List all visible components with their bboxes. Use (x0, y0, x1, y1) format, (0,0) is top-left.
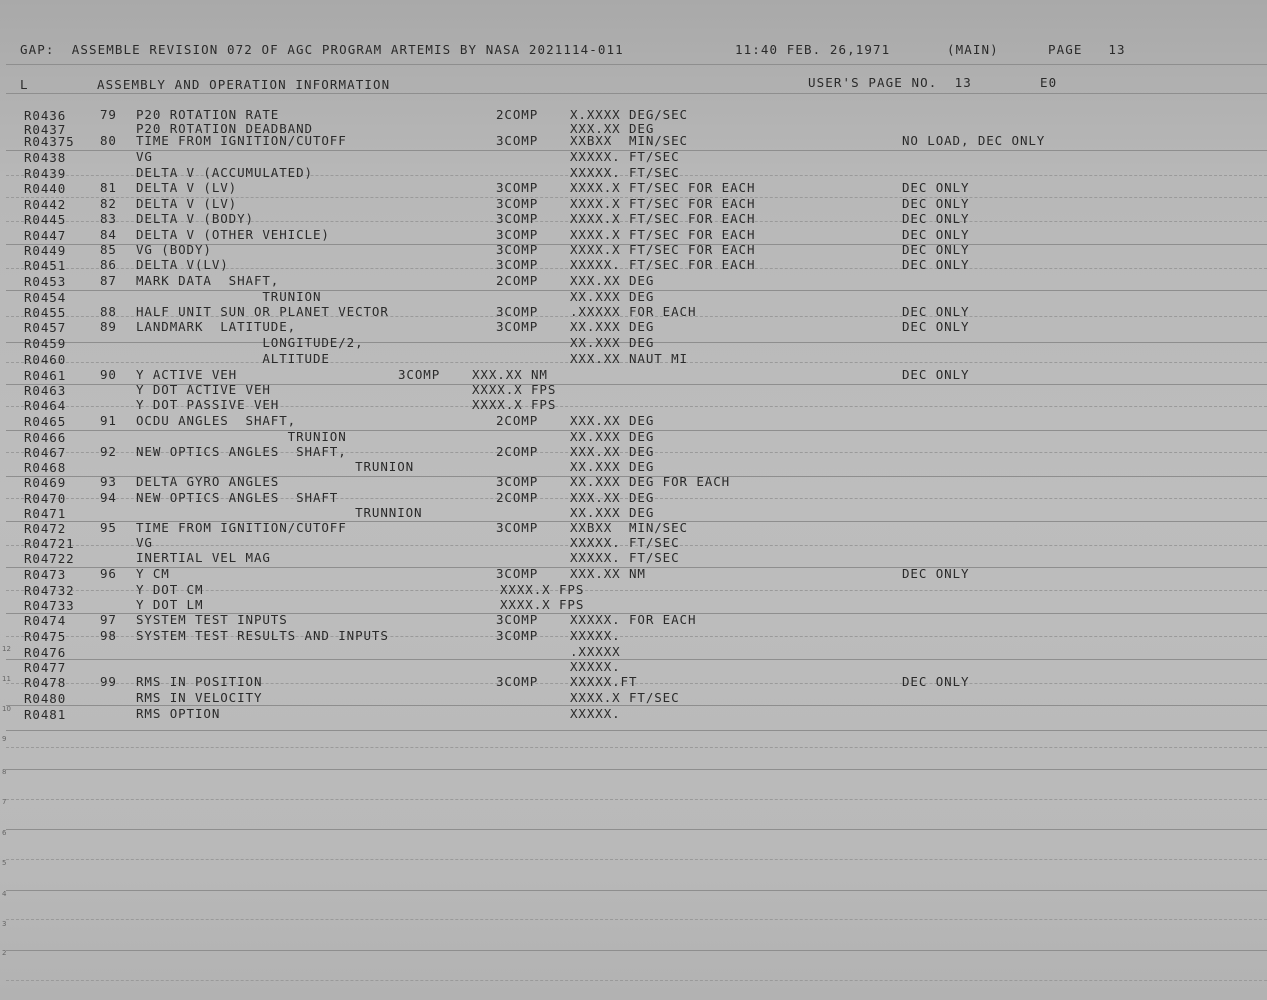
row-reg: R0442 (24, 197, 67, 212)
row-reg: R0478 (24, 675, 67, 690)
row-desc: DELTA V(LV) (136, 257, 229, 272)
row-reg: R04721 (24, 536, 75, 551)
row-desc: TRUNION (136, 429, 347, 444)
row-fmt: XXXXX. (570, 659, 621, 674)
row-reg: R0476 (24, 645, 67, 660)
row-note: DEC ONLY (902, 319, 970, 334)
row-reg: R0469 (24, 475, 67, 490)
row-note: DEC ONLY (902, 242, 970, 257)
rule-line-blank (6, 829, 1267, 830)
row-scale: 3COMP (496, 227, 539, 242)
row-n: 81 (100, 180, 117, 195)
row-desc: TRUNION (136, 289, 322, 304)
margin-mark: 4 (2, 890, 7, 898)
row-fmt: XXXX.X FT/SEC (570, 690, 680, 705)
row-n: 95 (100, 520, 117, 535)
row-desc: Y DOT CM (136, 582, 204, 597)
row-desc: MARK DATA SHAFT, (136, 273, 280, 288)
row-note: DEC ONLY (902, 196, 970, 211)
row-scale: 3COMP (496, 304, 539, 319)
row-scale: 2COMP (496, 444, 539, 459)
margin-mark: 5 (2, 859, 7, 867)
row-scale: 2COMP (496, 273, 539, 288)
margin-mark: 8 (2, 768, 7, 776)
row-desc: RMS IN VELOCITY (136, 690, 263, 705)
row-fmt: XXX.XX DEG (570, 444, 655, 459)
row-fmt: XXXXX. FT/SEC (570, 550, 680, 565)
row-reg: R0466 (24, 430, 67, 445)
row-fmt: XXX.XX NAUT MI (570, 351, 688, 366)
row-n: 96 (100, 566, 117, 581)
row-note: DEC ONLY (902, 227, 970, 242)
row-desc: SYSTEM TEST RESULTS AND INPUTS (136, 628, 389, 643)
row-fmt: XX.XXX DEG (570, 319, 655, 334)
row-fmt: XXXXX. FT/SEC FOR EACH (570, 257, 756, 272)
row-n: 89 (100, 319, 117, 334)
row-n: 85 (100, 242, 117, 257)
row-desc: DELTA V (BODY) (136, 211, 254, 226)
row-desc: Y DOT LM (136, 597, 204, 612)
row-desc: DELTA GYRO ANGLES (136, 474, 280, 489)
margin-mark: 6 (2, 829, 7, 837)
row-reg: R04722 (24, 551, 75, 566)
row-desc: Y ACTIVE VEH (136, 367, 238, 382)
header-assembly-line: GAP: ASSEMBLE REVISION 072 OF AGC PROGRAM ARTEMIS BY NASA 2021114-011 (20, 42, 624, 57)
row-desc: Y DOT PASSIVE VEH (136, 397, 280, 412)
row-desc: NEW OPTICS ANGLES SHAFT, (136, 444, 347, 459)
row-n: 92 (100, 444, 117, 459)
row-scale: 3COMP (398, 367, 441, 382)
row-scale: 3COMP (496, 628, 539, 643)
row-n: 84 (100, 227, 117, 242)
row-note: NO LOAD, DEC ONLY (902, 133, 1046, 148)
row-fmt: XXXXX. (570, 706, 621, 721)
row-desc: DELTA V (LV) (136, 180, 238, 195)
users-page-number: USER'S PAGE NO. 13 (808, 75, 972, 90)
row-n: 87 (100, 273, 117, 288)
row-scale: 3COMP (496, 520, 539, 535)
row-fmt: XXXXX. FOR EACH (570, 612, 697, 627)
row-n: 90 (100, 367, 117, 382)
header-e-code: E0 (1040, 75, 1058, 90)
row-reg: R0464 (24, 398, 67, 413)
row-fmt: XXBXX MIN/SEC (570, 520, 688, 535)
row-note: DEC ONLY (902, 367, 970, 382)
row-desc: TIME FROM IGNITION/CUTOFF (136, 520, 347, 535)
margin-mark: 12 (2, 645, 11, 653)
row-n: 94 (100, 490, 117, 505)
row-desc: LANDMARK LATITUDE, (136, 319, 297, 334)
row-desc: SYSTEM TEST INPUTS (136, 612, 288, 627)
rule-line-blank (6, 730, 1267, 731)
row-desc: VG (136, 535, 153, 550)
row-scale: 3COMP (496, 211, 539, 226)
row-fmt: XXXX.X FT/SEC FOR EACH (570, 211, 756, 226)
row-reg: R0474 (24, 613, 67, 628)
rule-line-blank (6, 769, 1267, 770)
row-reg: R0472 (24, 521, 67, 536)
row-scale: 3COMP (496, 196, 539, 211)
row-reg: R04375 (24, 134, 75, 149)
row-reg: R0449 (24, 243, 67, 258)
row-desc: P20 ROTATION RATE (136, 107, 280, 122)
row-desc: NEW OPTICS ANGLES SHAFT (136, 490, 339, 505)
row-reg: R0439 (24, 166, 67, 181)
header-timestamp: 11:40 FEB. 26,1971 (735, 42, 891, 57)
row-reg: R0463 (24, 383, 67, 398)
row-desc: INERTIAL VEL MAG (136, 550, 271, 565)
header-l-label: L (20, 77, 29, 92)
row-scale: 3COMP (496, 242, 539, 257)
row-fmt: XXX.XX DEG (570, 490, 655, 505)
row-fmt: XXX.XX DEG (570, 121, 655, 136)
row-desc: VG (136, 149, 153, 164)
row-scale: 3COMP (496, 674, 539, 689)
row-fmt: XXX.XX NM (472, 367, 548, 382)
row-reg: R04732 (24, 583, 75, 598)
row-note: DEC ONLY (902, 566, 970, 581)
row-note: DEC ONLY (902, 211, 970, 226)
row-fmt: XX.XXX DEG FOR EACH (570, 474, 731, 489)
row-fmt: XXXX.X FT/SEC FOR EACH (570, 196, 756, 211)
row-scale: 3COMP (496, 566, 539, 581)
row-reg: R04733 (24, 598, 75, 613)
row-reg: R0438 (24, 150, 67, 165)
margin-mark: 10 (2, 705, 11, 713)
row-fmt: XX.XXX DEG (570, 429, 655, 444)
row-reg: R0455 (24, 305, 67, 320)
row-desc: TIME FROM IGNITION/CUTOFF (136, 133, 347, 148)
row-fmt: XXX.XX NM (570, 566, 646, 581)
row-reg: R0470 (24, 491, 67, 506)
row-fmt: .XXXXX (570, 644, 621, 659)
row-reg: R0451 (24, 258, 67, 273)
rule-line-blank (6, 919, 1267, 920)
row-desc: ALTITUDE (136, 351, 330, 366)
row-fmt: XXX.XX DEG (570, 273, 655, 288)
row-scale: 2COMP (496, 413, 539, 428)
row-fmt: XX.XXX DEG (570, 289, 655, 304)
row-fmt: XXXX.X FPS (472, 382, 557, 397)
row-scale: 3COMP (496, 474, 539, 489)
row-n: 99 (100, 674, 117, 689)
row-reg: R0454 (24, 290, 67, 305)
row-reg: R0437 (24, 122, 67, 137)
row-note: DEC ONLY (902, 257, 970, 272)
row-reg: R0475 (24, 629, 67, 644)
row-fmt: XXXX.X FT/SEC FOR EACH (570, 227, 756, 242)
row-reg: R0436 (24, 108, 67, 123)
row-fmt: XXXX.X FPS (472, 397, 557, 412)
row-scale: 3COMP (496, 133, 539, 148)
margin-mark: 3 (2, 920, 7, 928)
row-desc: P20 ROTATION DEADBAND (136, 121, 313, 136)
row-fmt: XXX.XX DEG (570, 413, 655, 428)
row-reg: R0460 (24, 352, 67, 367)
row-fmt: XXXXX. FT/SEC (570, 535, 680, 550)
row-reg: R0453 (24, 274, 67, 289)
row-fmt: XXXXX.FT (570, 674, 638, 689)
row-n: 79 (100, 107, 117, 122)
row-n: 93 (100, 474, 117, 489)
row-scale: 3COMP (496, 257, 539, 272)
rule-line-blank (6, 747, 1267, 748)
row-fmt: XXXX.X FPS (500, 597, 585, 612)
row-fmt: .XXXXX FOR EACH (570, 304, 697, 319)
row-reg: R0457 (24, 320, 67, 335)
margin-mark: 9 (2, 735, 7, 743)
header-page-number: PAGE 13 (1048, 42, 1126, 57)
row-reg: R0465 (24, 414, 67, 429)
row-note: DEC ONLY (902, 674, 970, 689)
row-desc: HALF UNIT SUN OR PLANET VECTOR (136, 304, 389, 319)
row-desc: VG (BODY) (136, 242, 212, 257)
rule-line (6, 93, 1267, 94)
row-n: 86 (100, 257, 117, 272)
row-reg: R0467 (24, 445, 67, 460)
rule-line (6, 64, 1267, 65)
row-reg: R0461 (24, 368, 67, 383)
row-fmt: XXXXX. FT/SEC (570, 149, 680, 164)
row-fmt: XXXX.X FT/SEC FOR EACH (570, 242, 756, 257)
row-desc: DELTA V (LV) (136, 196, 238, 211)
row-reg: R0459 (24, 336, 67, 351)
row-reg: R0481 (24, 707, 67, 722)
row-scale: 2COMP (496, 490, 539, 505)
rule-line-blank (6, 980, 1267, 981)
row-scale: 3COMP (496, 319, 539, 334)
row-reg: R0468 (24, 460, 67, 475)
row-n: 82 (100, 196, 117, 211)
margin-mark: 11 (2, 675, 11, 683)
row-fmt: XXXX.X FPS (500, 582, 585, 597)
row-desc: DELTA V (ACCUMULATED) (136, 165, 313, 180)
row-fmt: XXBXX MIN/SEC (570, 133, 688, 148)
row-reg: R0445 (24, 212, 67, 227)
row-fmt: X.XXXX DEG/SEC (570, 107, 688, 122)
rule-line-blank (6, 950, 1267, 951)
row-desc: Y DOT ACTIVE VEH (136, 382, 271, 397)
row-fmt: XX.XXX DEG (570, 459, 655, 474)
row-n: 88 (100, 304, 117, 319)
row-reg: R0447 (24, 228, 67, 243)
margin-mark: 2 (2, 949, 7, 957)
row-desc: Y CM (136, 566, 170, 581)
row-desc: TRUNION (136, 459, 415, 474)
row-desc: LONGITUDE/2, (136, 335, 364, 350)
row-reg: R0477 (24, 660, 67, 675)
row-fmt: XXXXX. (570, 628, 621, 643)
row-reg: R0471 (24, 506, 67, 521)
row-n: 97 (100, 612, 117, 627)
row-desc: TRUNNION (136, 505, 423, 520)
section-title: ASSEMBLY AND OPERATION INFORMATION (97, 77, 391, 92)
row-scale: 2COMP (496, 107, 539, 122)
row-fmt: XXXX.X FT/SEC FOR EACH (570, 180, 756, 195)
row-fmt: XXXXX. FT/SEC (570, 165, 680, 180)
rule-line-blank (6, 799, 1267, 800)
row-reg: R0480 (24, 691, 67, 706)
margin-mark: 7 (2, 798, 7, 806)
row-fmt: XX.XXX DEG (570, 505, 655, 520)
header-main-label: (MAIN) (947, 42, 999, 57)
row-desc: RMS OPTION (136, 706, 221, 721)
row-desc: OCDU ANGLES SHAFT, (136, 413, 297, 428)
row-note: DEC ONLY (902, 304, 970, 319)
row-fmt: XX.XXX DEG (570, 335, 655, 350)
row-n: 98 (100, 628, 117, 643)
row-desc: DELTA V (OTHER VEHICLE) (136, 227, 330, 242)
row-desc: RMS IN POSITION (136, 674, 263, 689)
row-n: 83 (100, 211, 117, 226)
row-scale: 3COMP (496, 180, 539, 195)
row-reg: R0440 (24, 181, 67, 196)
row-reg: R0473 (24, 567, 67, 582)
row-scale: 3COMP (496, 612, 539, 627)
row-n: 91 (100, 413, 117, 428)
row-note: DEC ONLY (902, 180, 970, 195)
row-n: 80 (100, 133, 117, 148)
rule-line (6, 659, 1267, 660)
rule-line-blank (6, 859, 1267, 860)
rule-line-blank (6, 890, 1267, 891)
